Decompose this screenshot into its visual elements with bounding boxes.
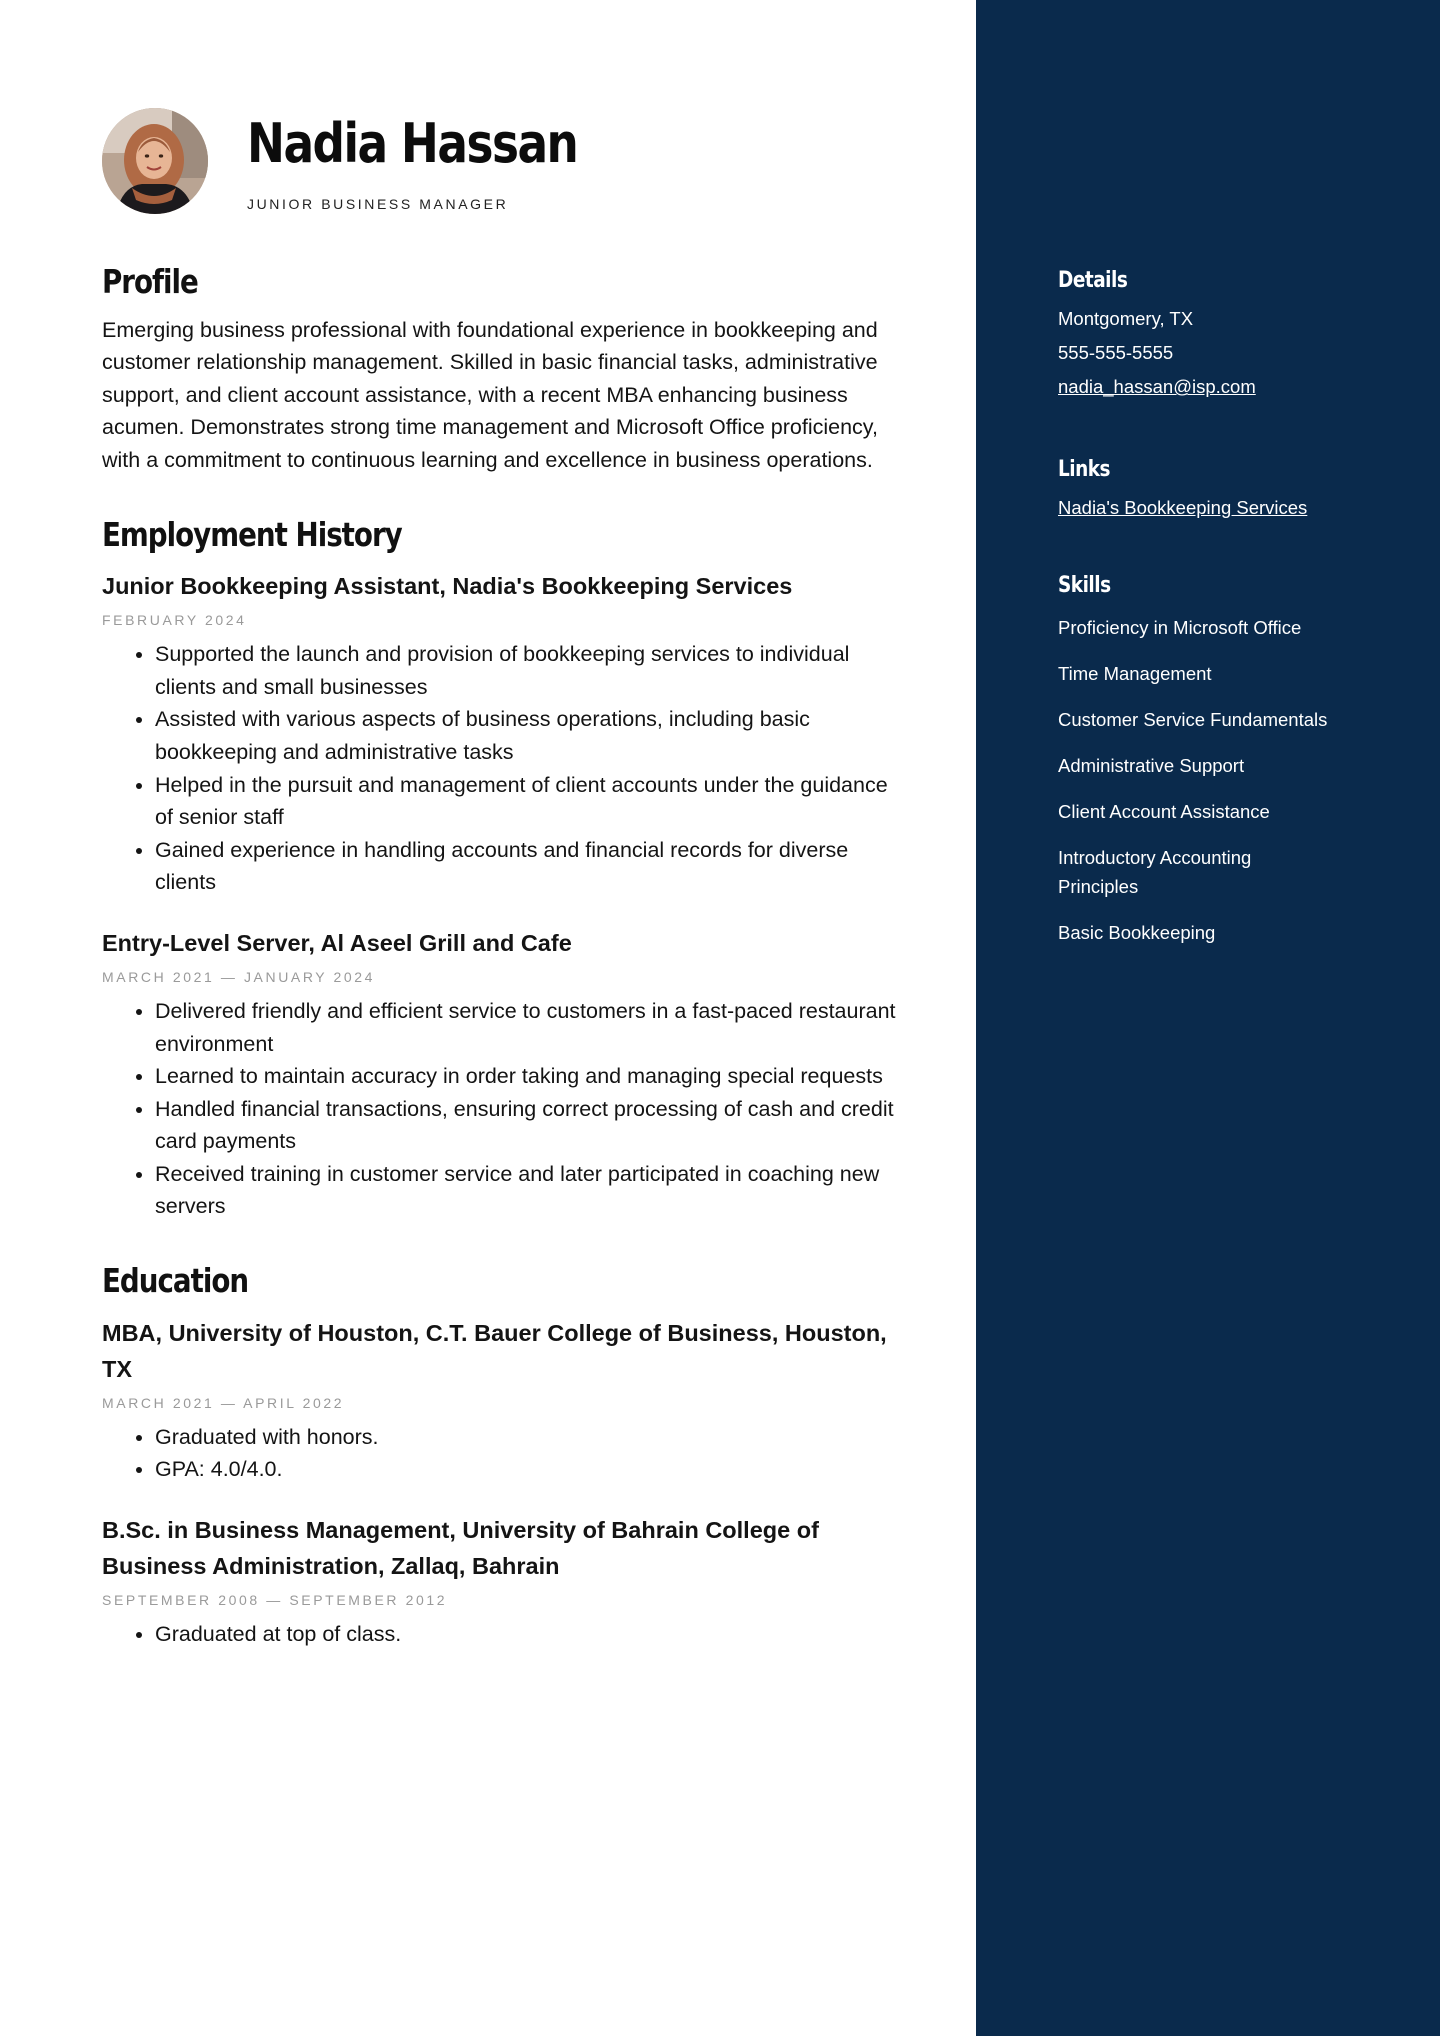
skills-heading: Skills — [1058, 573, 1111, 598]
entry-title: Junior Bookkeeping Assistant, Nadia's Bookkeeping Services — [102, 573, 793, 600]
candidate-name: Nadia Hassan — [247, 112, 578, 175]
employment-entry — [102, 568, 902, 899]
education-entry — [102, 1512, 902, 1651]
links-section — [1058, 457, 1358, 525]
employment-section — [102, 515, 902, 1224]
list-item: • Graduated at top of class. — [155, 1618, 902, 1651]
details-heading: Details — [1058, 268, 1128, 293]
location-text: Montgomery, TX — [1058, 308, 1194, 330]
employment-heading: Employment History — [102, 514, 402, 554]
education-heading: Education — [102, 1261, 249, 1301]
skill-item: Customer Service Fundamentals — [1058, 709, 1328, 731]
list-item: • Assisted with various aspects of business operations, including basic bookkeeping and administrative tasks — [155, 703, 902, 768]
list-item: • Gained experience in handling accounts and financial records for diverse clients — [155, 834, 902, 899]
profile-photo — [102, 108, 208, 214]
details-section — [1058, 268, 1358, 404]
entry-bullets — [102, 638, 902, 899]
entry-date: FEBRUARY 2024 — [102, 612, 247, 629]
list-item: • Learned to maintain accuracy in order taking and managing special requests — [155, 1060, 902, 1093]
profile-section — [102, 262, 902, 477]
profile-heading: Profile — [102, 262, 198, 301]
list-item: • Supported the launch and provision of bookkeeping services to individual clients and small businesses — [155, 638, 902, 703]
list-item: • Delivered friendly and efficient service to customers in a fast-paced restaurant environment — [155, 995, 902, 1060]
education-section — [102, 1261, 902, 1650]
entry-title: B.Sc. in Business Management, University of Bahrain College of Business Administration, Zallaq, Bahrain — [102, 1516, 819, 1579]
email-link[interactable]: nadia_hassan@isp.com — [1058, 376, 1256, 398]
list-item: • Handled financial transactions, ensuring correct processing of cash and credit card payments — [155, 1093, 902, 1158]
education-entry — [102, 1315, 902, 1486]
links-heading: Links — [1058, 457, 1111, 482]
skills-list — [1058, 613, 1358, 947]
list-item: • Graduated with honors. — [155, 1421, 902, 1454]
entry-title: Entry-Level Server, Al Aseel Grill and Cafe — [102, 929, 572, 956]
skill-item: Administrative Support — [1058, 755, 1245, 777]
bookkeeping-services-link[interactable]: Nadia's Bookkeeping Services — [1058, 497, 1308, 519]
entry-date: SEPTEMBER 2008 — SEPTEMBER 2012 — [102, 1591, 448, 1608]
resume-sidebar — [976, 0, 1440, 2036]
resume-header — [102, 108, 922, 218]
list-item: • GPA: 4.0/4.0. — [155, 1453, 902, 1486]
entry-bullets — [102, 1618, 902, 1651]
entry-date: MARCH 2021 — JANUARY 2024 — [102, 968, 376, 985]
list-item: • Received training in customer service and later participated in coaching new servers — [155, 1158, 902, 1223]
entry-date: MARCH 2021 — APRIL 2022 — [102, 1394, 345, 1411]
skill-item: Proficiency in Microsoft Office — [1058, 617, 1302, 639]
skill-item: Client Account Assistance — [1058, 801, 1270, 823]
resume-content — [102, 262, 902, 1650]
profile-text: Emerging business professional with foundational experience in bookkeeping and customer relationship management. Skilled in basic financial tasks, administrative support, and client account assistance, with a recent MBA enhancing business acumen. Demonstrates strong time management and Microsoft Office proficiency, with a commitment to continuous learning and excellence in business operations. — [102, 317, 878, 472]
skill-item: Introductory Accounting Principles — [1058, 847, 1252, 898]
job-title: JUNIOR BUSINESS MANAGER — [247, 196, 509, 212]
skill-item: Basic Bookkeeping — [1058, 922, 1216, 944]
avatar — [102, 108, 208, 214]
entry-bullets — [102, 1421, 902, 1486]
employment-entry — [102, 925, 902, 1223]
entry-title: MBA, University of Houston, C.T. Bauer College of Business, Houston, TX — [102, 1319, 887, 1382]
skill-item: Time Management — [1058, 663, 1212, 685]
phone-text: 555-555-5555 — [1058, 342, 1174, 364]
skills-section — [1058, 573, 1358, 964]
entry-bullets — [102, 995, 902, 1223]
list-item: • Helped in the pursuit and management of client accounts under the guidance of senior staff — [155, 769, 902, 834]
